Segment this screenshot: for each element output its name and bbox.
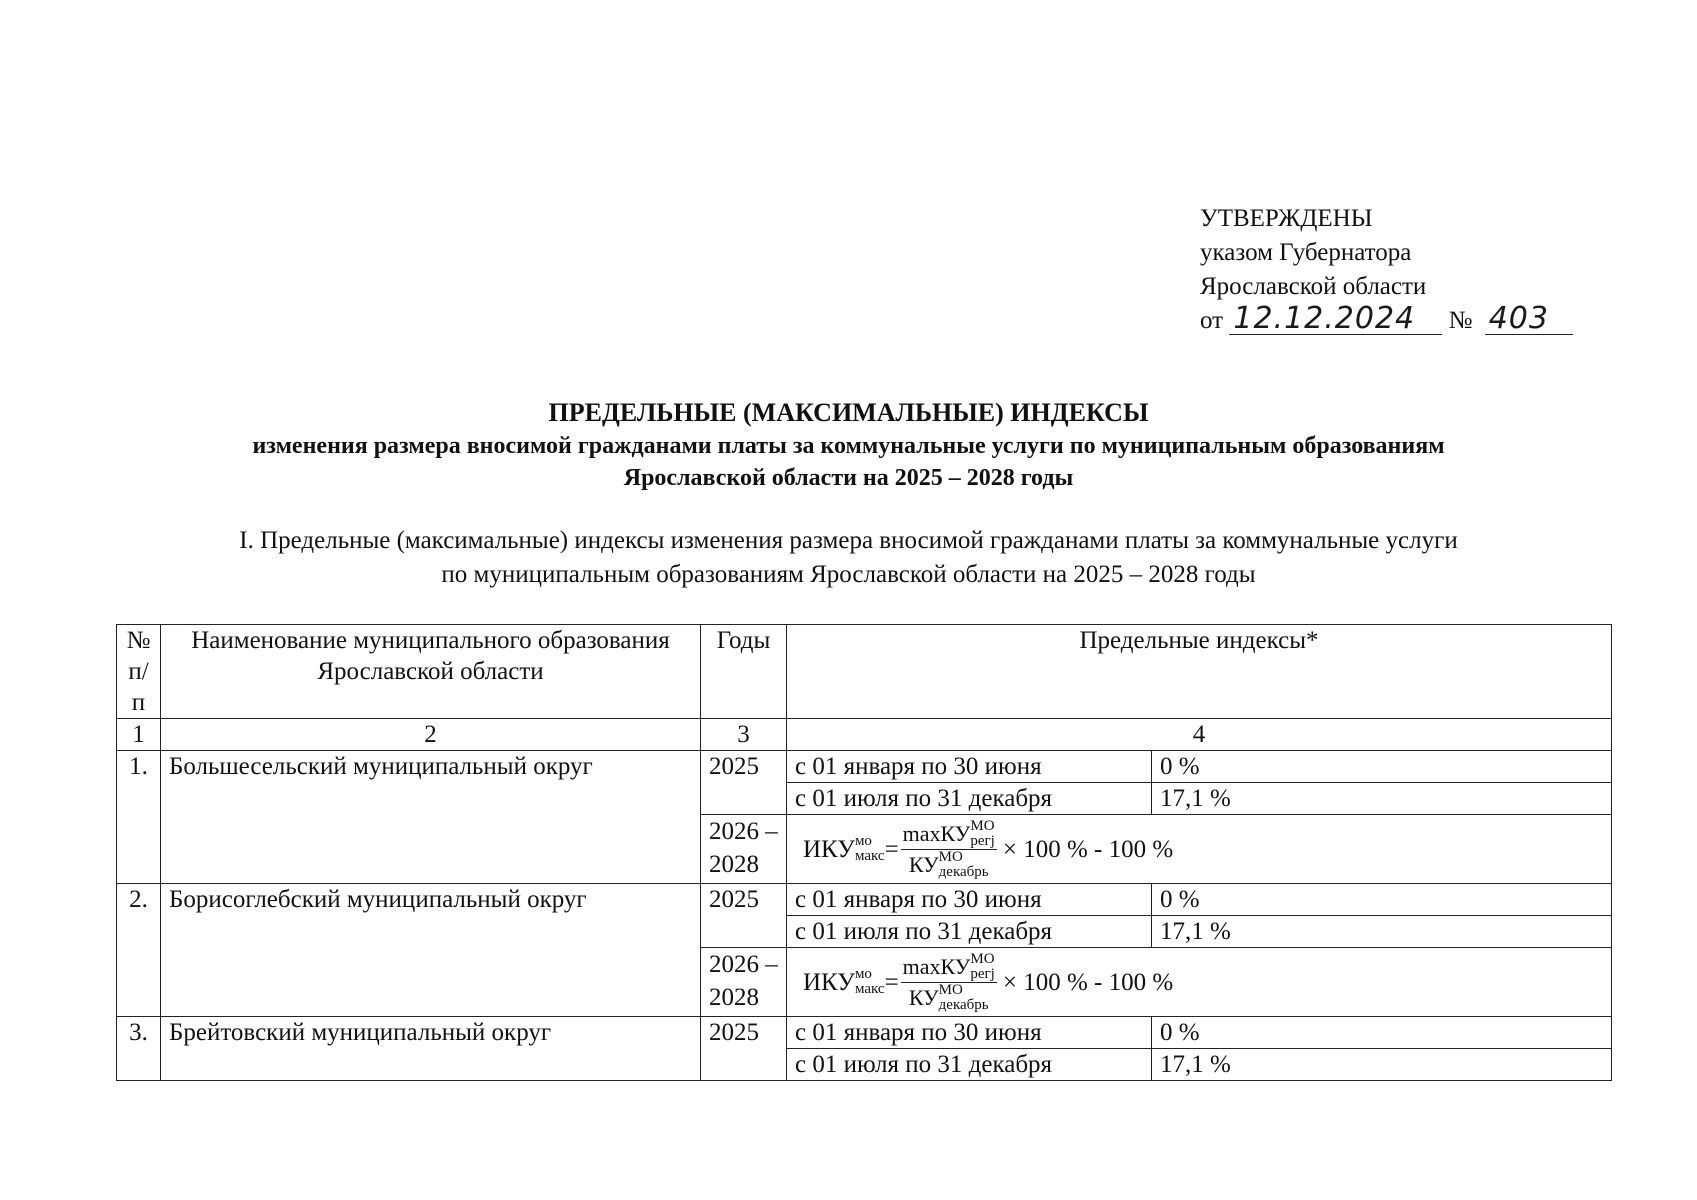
formula-left-sup: мо (854, 833, 872, 849)
formula-tail: × 100 % - 100 % (1002, 968, 1174, 996)
approval-line-region: Ярославской области (1200, 273, 1427, 300)
index-value: 17,1 % (1152, 916, 1612, 948)
section-heading-line2: по муниципальным образованиям Ярославской области на 2025 – 2028 годы (441, 561, 1256, 588)
index-value: 0 % (1152, 751, 1612, 783)
approval-date-line (1200, 301, 1573, 338)
row-number: 1. (117, 751, 161, 884)
formula-den-sub: декабрь (938, 996, 989, 1013)
formula-cell (787, 948, 1612, 1017)
year-range-cell: 2026 – 2028 (701, 948, 787, 1017)
formula-left: ИКУ (803, 835, 855, 863)
approval-stamp (1200, 202, 1573, 338)
year-range-cell: 2026 – 2028 (701, 815, 787, 884)
year-cell: 2025 (701, 751, 787, 815)
col-number: 4 (787, 719, 1612, 751)
formula-num-sup: МО (970, 950, 995, 967)
formula-denominator: КУ (908, 851, 939, 877)
formula-den-sup: МО (938, 848, 963, 865)
col-number: 2 (161, 719, 701, 751)
number-sign: № (1448, 307, 1473, 334)
formula-fraction (901, 817, 997, 880)
formula-num-sup: МО (970, 817, 995, 834)
year-cell: 2025 (701, 1017, 787, 1081)
approval-line-decree: указом Губернатора (1200, 239, 1412, 266)
indices-table (116, 624, 1612, 1081)
header-name: Наименование муниципального образования Ярославской области (161, 625, 701, 719)
period-cell: с 01 января по 30 июня (787, 751, 1152, 783)
formula-equals: = (884, 968, 899, 996)
formula-fraction (901, 950, 997, 1013)
municipality-name: Брейтовский муниципальный округ (161, 1017, 701, 1081)
formula-left-sub: макс (854, 848, 885, 864)
header-no: № п/п (117, 625, 161, 719)
document-subtitle-line2: Ярославской области на 2025 – 2028 годы (623, 465, 1074, 491)
period-cell: с 01 июля по 31 декабря (787, 783, 1152, 815)
formula-den-sup: МО (938, 981, 963, 998)
header-indices: Предельные индексы* (787, 625, 1612, 719)
index-formula (803, 817, 1174, 880)
formula-num-sub: регj (970, 965, 995, 982)
formula-left: ИКУ (803, 968, 855, 996)
table-row (117, 751, 1612, 783)
index-formula (803, 950, 1174, 1013)
index-value: 0 % (1152, 1017, 1612, 1049)
handwritten-date: 12.12.2024 (1229, 304, 1442, 335)
approval-title: УТВЕРЖДЕНЫ (1200, 205, 1373, 232)
date-prefix: от (1200, 307, 1224, 334)
formula-left-sub: макс (854, 981, 885, 997)
formula-numerator: maxКУ (902, 953, 971, 979)
document-title: ПРЕДЕЛЬНЫЕ (МАКСИМАЛЬНЫЕ) ИНДЕКСЫ (548, 398, 1149, 427)
row-number: 3. (117, 1017, 161, 1081)
section-heading-line1: I. Предельные (максимальные) индексы изменения размера вносимой гражданами платы за коммунальные услуги (239, 527, 1458, 554)
index-value: 17,1 % (1152, 783, 1612, 815)
handwritten-number: 403 (1485, 304, 1573, 335)
municipality-name: Большесельский муниципальный округ (161, 751, 701, 884)
column-numbers-row (117, 719, 1612, 751)
row-number: 2. (117, 884, 161, 1017)
period-cell: с 01 января по 30 июня (787, 1017, 1152, 1049)
formula-left-sup: мо (854, 966, 872, 982)
document-subtitle-line1: изменения размера вносимой гражданами платы за коммунальные услуги по муниципальным образованиям (252, 433, 1445, 459)
index-value: 0 % (1152, 884, 1612, 916)
period-cell: с 01 июля по 31 декабря (787, 1049, 1152, 1081)
year-cell: 2025 (701, 884, 787, 948)
period-cell: с 01 июля по 31 декабря (787, 916, 1152, 948)
formula-den-sub: декабрь (938, 863, 989, 880)
table-row (117, 1017, 1612, 1049)
col-number: 1 (117, 719, 161, 751)
municipality-name: Борисоглебский муниципальный округ (161, 884, 701, 1017)
formula-numerator: maxКУ (902, 820, 971, 846)
formula-tail: × 100 % - 100 % (1002, 835, 1174, 863)
formula-num-sub: регj (970, 832, 995, 849)
period-cell: с 01 января по 30 июня (787, 884, 1152, 916)
index-value: 17,1 % (1152, 1049, 1612, 1081)
header-years: Годы (701, 625, 787, 719)
formula-equals: = (884, 835, 899, 863)
table-header-row (117, 625, 1612, 719)
formula-cell (787, 815, 1612, 884)
table-row (117, 884, 1612, 916)
col-number: 3 (701, 719, 787, 751)
formula-denominator: КУ (908, 984, 939, 1010)
